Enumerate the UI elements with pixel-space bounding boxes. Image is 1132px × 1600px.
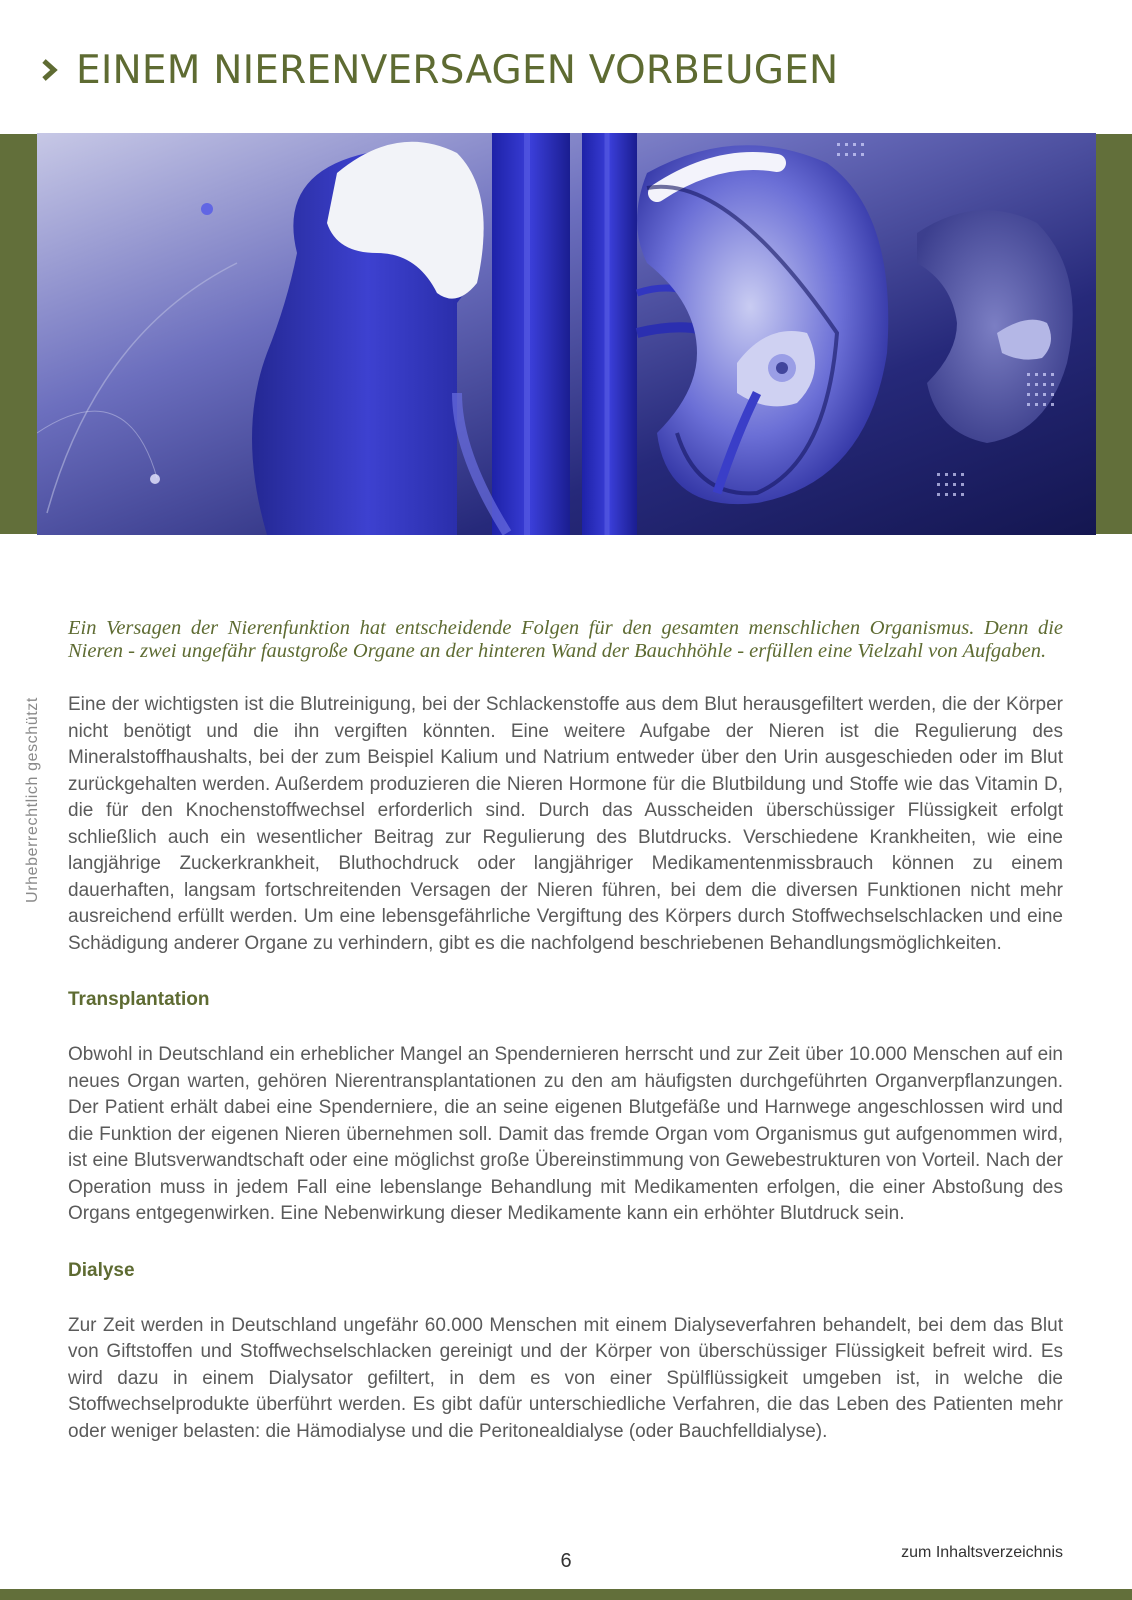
- hero-image: [37, 133, 1096, 535]
- bottom-accent-bar: [0, 1589, 1132, 1600]
- section-text-transplantation: Obwohl in Deutschland ein erheblicher Mangel an Spendernieren herrscht und zur Zeit über 10.000 Menschen auf ein neues Organ warten, gehören Nierentransplantationen zu den am häufigsten durchgeführten Organverpflanzungen. Der Patient erhält dabei eine Spenderniere, die an seine eigenen Blutgefäße und Harnwege angeschlossen wird und die Funktion der eigenen Nieren übernehmen soll. Damit das fremde Organ vom Organismus gut aufgenommen wird, ist eine Blutsverwandtschaft oder eine möglichst große Übereinstimmung von Gewebestrukturen von Vorteil. Nach der Operation muss in jedem Fall eine lebenslange Behandlung mit Medikamenten erfolgen, die einer Abstoßung des Organs entgegenwirken. Eine Nebenwirkung dieser Medikamente kann ein erhöhter Blutdruck sein.: [68, 1044, 1063, 1224]
- toc-link[interactable]: zum Inhaltsverzeichnis: [901, 1544, 1063, 1561]
- page-title: EINEM NIERENVERSAGEN VORBEUGEN: [76, 47, 839, 93]
- kidney-illustration-icon: [37, 133, 1096, 535]
- chevron-right-icon: [38, 58, 62, 82]
- section-text-dialyse: Zur Zeit werden in Deutschland ungefähr 60.000 Menschen mit einem Dialyseverfahren behandelt, bei dem das Blut von Giftstoffen und Stoffwechselschlacken gereinigt und der Körper von überschüssiger Flüssigkeit befreit wird. Es wird dazu in einem Dialysator gefiltert, in dem es von einer Spülflüssigkeit umgeben ist, in welche die Stoffwechselprodukte überführt werden. Es gibt dafür unterschiedliche Verfahren, die das Leben des Patienten mehr oder weniger belasten: die Hämodialyse und die Peritonealdialyse (oder Bauchfelldialyse).: [68, 1314, 1063, 1442]
- left-accent-band: [0, 134, 38, 534]
- section-heading-dialyse: Dialyse: [68, 1259, 135, 1281]
- page-number: 6: [560, 1550, 572, 1572]
- right-accent-band: [1096, 134, 1132, 534]
- page-heading: [38, 42, 838, 98]
- intro-paragraph: Ein Versagen der Nierenfunktion hat entscheidende Folgen für den gesamten menschlichen Organismus. Denn die Nieren - zwei ungefähr faustgroße Organe an der hinteren Wand der Bauchhöhle - erfüllen eine Vielzahl von Aufgaben.: [68, 617, 1063, 662]
- article-body: [68, 617, 1063, 1445]
- body-paragraph-1: Eine der wichtigsten ist die Blutreinigung, bei der Schlackenstoffe aus dem Blut herausgefiltert werden, die der Körper nicht benötigt und die ihn vergiften könnten. Eine weitere Aufgabe der Nieren ist die Regulierung des Mineralstoffhaushalts, bei der zum Beispiel Kalium und Natrium entweder über den Urin ausgeschieden oder im Blut zurückgehalten werden. Außerdem produzieren die Nieren Hormone für die Blutbildung und Stoffe wie das Vitamin D, die für den Knochenstoffwechsel erforderlich sind. Durch das Ausscheiden überschüssiger Flüssigkeit erfolgt schließlich auch ein wesentlicher Beitrag zur Regulierung des Blutdrucks. Verschiedene Krankheiten, wie eine langjährige Zuckerkrankheit, Bluthochdruck oder langjähriger Medikamentenmissbrauch können zu einem dauerhaften, langsam fortschreitenden Versagen der Nieren führen, bei dem die diversen Funktionen nicht mehr ausreichend erfüllt werden. Um eine lebensgefährliche Vergiftung des Körpers durch Stoffwechselschlacken und eine Schädigung anderer Organe zu verhindern, gibt es die nachfolgend beschriebenen Behandlungsmöglichkeiten.: [68, 694, 1063, 954]
- copyright-side-note: Urheberrechtlich geschützt: [24, 697, 41, 903]
- section-heading-transplantation: Transplantation: [68, 989, 210, 1010]
